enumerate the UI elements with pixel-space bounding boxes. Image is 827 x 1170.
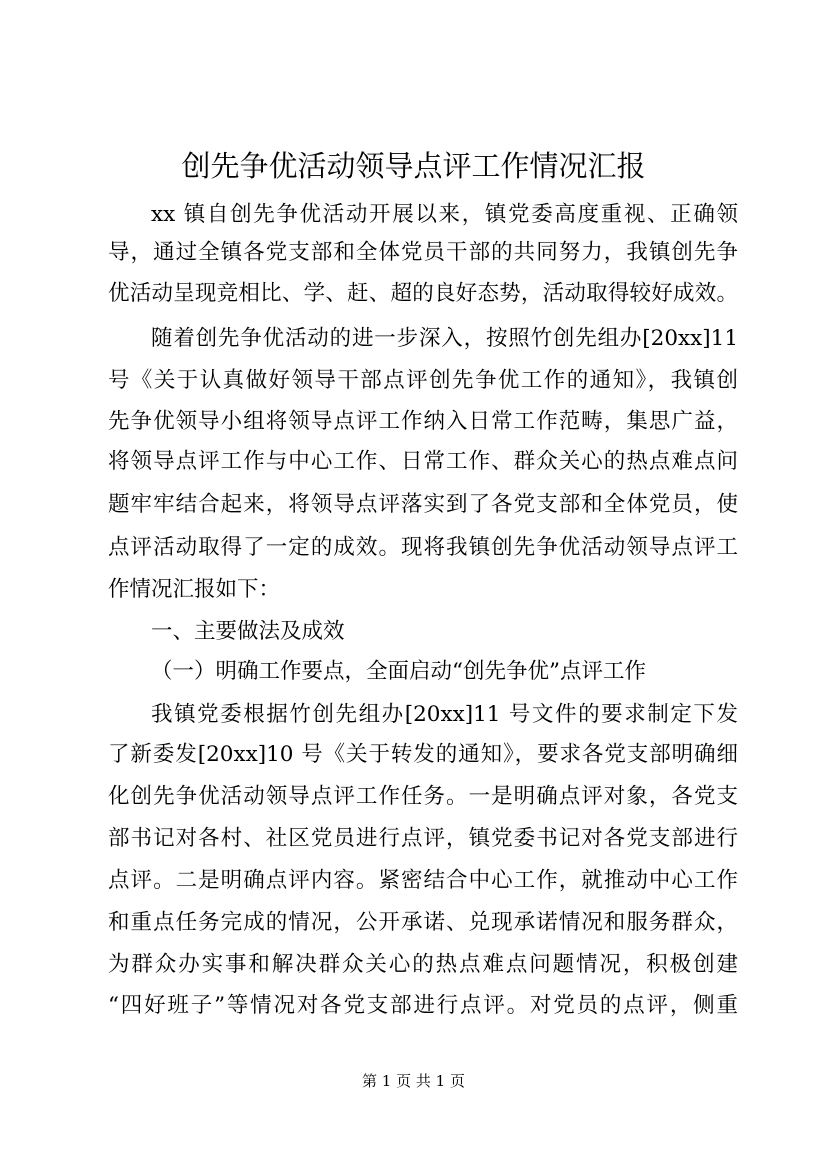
paragraph-line: 了新委发[20xx]10 号《关于转发的通知》，要求各党支部明确细 bbox=[108, 742, 738, 767]
paragraph-line: 和重点任务完成的情况，公开承诺、兑现承诺情况和服务群众， bbox=[108, 910, 738, 935]
paragraph-line: 部书记对各村、社区党员进行点评，镇党委书记对各党支部进行 bbox=[108, 826, 738, 851]
paragraph-line: xx 镇自创先争优活动开展以来，镇党委高度重视、正确领 bbox=[151, 202, 738, 227]
paragraph-line: 我镇党委根据竹创先组办[20xx]11 号文件的要求制定下发 bbox=[151, 702, 738, 727]
paragraph-line: 号《关于认真做好领导干部点评创先争优工作的通知》，我镇创 bbox=[108, 368, 738, 393]
paragraph-line: 优活动呈现竞相比、学、赶、超的良好态势，活动取得较好成效。 bbox=[108, 281, 738, 306]
paragraph-line: 导，通过全镇各党支部和全体党员干部的共同努力，我镇创先争 bbox=[108, 240, 738, 265]
subsection-heading: （一）明确工作要点，全面启动“创先争优”点评工作 bbox=[151, 659, 646, 684]
document-title: 创先争优活动领导点评工作情况汇报 bbox=[181, 149, 646, 183]
paragraph-line: 点评活动取得了一定的成效。现将我镇创先争优活动领导点评工 bbox=[108, 535, 738, 560]
paragraph-line: 随着创先争优活动的进一步深入，按照竹创先组办[20xx]11 bbox=[151, 326, 738, 351]
paragraph-line: 化创先争优活动领导点评工作任务。一是明确点评对象，各党支 bbox=[108, 784, 738, 809]
paragraph-line: 点评。二是明确点评内容。紧密结合中心工作，就推动中心工作 bbox=[108, 868, 738, 893]
paragraph-line: 为群众办实事和解决群众关心的热点难点问题情况，积极创建 bbox=[108, 952, 738, 977]
paragraph-line: “四好班子”等情况对各党支部进行点评。对党员的点评，侧重 bbox=[108, 993, 738, 1018]
page-number: 第 1 页 共 1 页 bbox=[362, 1072, 465, 1090]
paragraph-line: 作情况汇报如下： bbox=[108, 577, 281, 602]
paragraph-line: 将领导点评工作与中心工作、日常工作、群众关心的热点难点问 bbox=[108, 449, 738, 474]
paragraph-line: 先争优领导小组将领导点评工作纳入日常工作范畴，集思广益， bbox=[108, 409, 738, 434]
section-heading: 一、主要做法及成效 bbox=[151, 619, 345, 644]
paragraph-line: 题牢牢结合起来，将领导点评落实到了各党支部和全体党员，使 bbox=[108, 492, 738, 517]
